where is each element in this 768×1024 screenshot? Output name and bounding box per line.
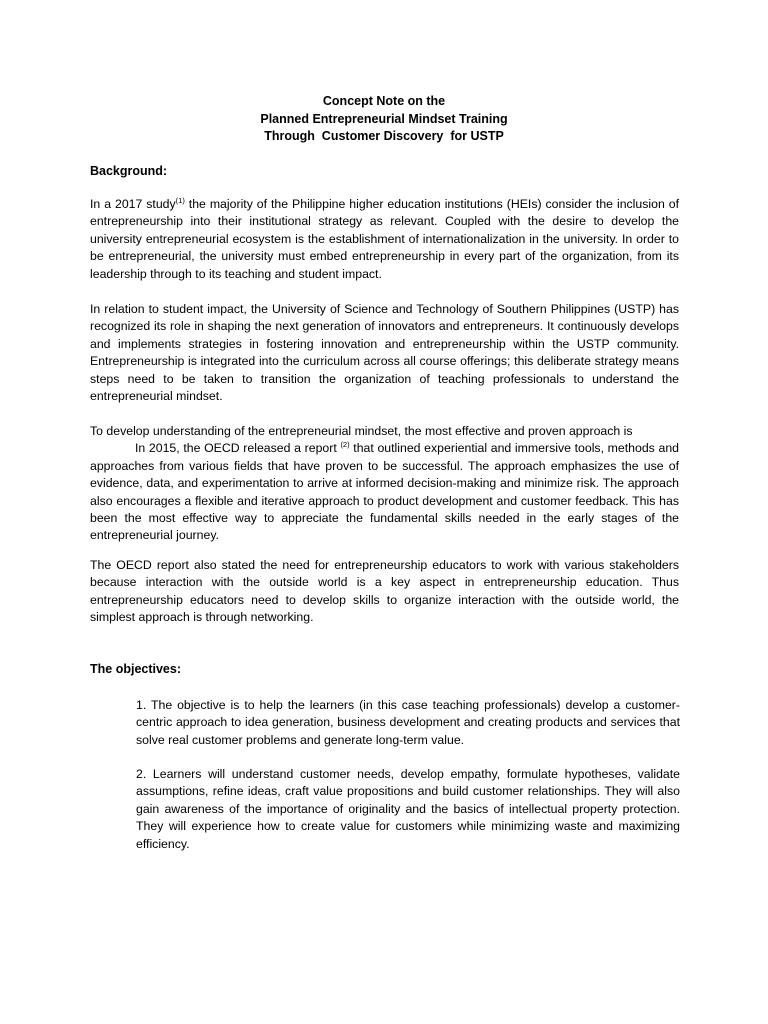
objective-item-1: 1. The objective is to help the learners (in this case teaching professionals) develop a customer-centric approach to idea generation, business development and creating products and services that solve real customer problems and generate long-term value. [136,698,680,747]
background-heading: Background: [90,164,168,178]
objective-item-2: 2. Learners will understand customer needs, develop empathy, formulate hypotheses, validate assumptions, refine ideas, craft value propositions and build customer relationships. They will also gain awareness of the importance of originality and the basics of intellectual property protection. They will experience how to create value for customers while minimizing waste and maximizing efficiency. [136,767,680,851]
title-line-3: Through Customer Discovery for USTP [264,129,504,143]
p1-text-a: In a 2017 study [90,197,176,211]
document-title [90,93,678,146]
footnote-ref-2: (2) [340,440,350,450]
background-paragraph-4: The OECD report also stated the need for entrepreneurship educators to work with various stakeholders because interaction with the outside world is a key aspect in entrepreneurship education. Thus entrepreneurship educators need to develop skills to organize interaction with the outside world, the simplest approach is through networking. [90,558,679,625]
title-line-1: Concept Note on the [322,94,446,108]
background-paragraph-2: In relation to student impact, the University of Science and Technology of Southern Philippines (USTP) has recognized its role in shaping the next generation of innovators and entrepreneurs. It continuously develops and implements strategies in fostering innovation and entrepreneurship within the USTP community. Entrepreneurship is integrated into the curriculum across all course offerings; this deliberate strategy means steps need to be taken to transition the organization of teaching professionals to understand the entrepreneurial mindset. [90,302,679,404]
p3-text-b: In 2015, the OECD released a report [135,441,341,456]
p3-text-a: To develop understanding of the entrepreneurial mindset, the most effective and proven approach is [90,424,633,438]
title-line-2: Planned Entrepreneurial Mindset Training [260,111,508,126]
footnote-ref-1: (1) [175,195,185,205]
p1-text-b: the majority of the Philippine higher education institutions (HEIs) consider the inclusion of entrepreneurship into their institutional strategy as relevant. Coupled with the desire to develop the university entrepreneurial ecosystem is the establishment of internationalization in the university. In order to be entrepreneurial, the university must embed entrepreneurship in every part of the organization, from its leadership through to its teaching and student impact. [90,197,680,281]
background-paragraph-3 [90,423,679,545]
p3-text-c: that outlined experiential and immersive tools, methods and approaches from various fields that have proven to be successful. The approach emphasizes the use of evidence, data, and experimentation to arrive at informed decision-making and minimize risk. The approach also encourages a flexible and iterative approach to product development and customer feedback. This has been the most effective way to appreciate the fundamental skills needed in the early stages of the entrepreneurial journey. [90,441,680,543]
background-paragraph-1 [90,196,679,283]
objectives-heading: The objectives: [90,662,181,676]
